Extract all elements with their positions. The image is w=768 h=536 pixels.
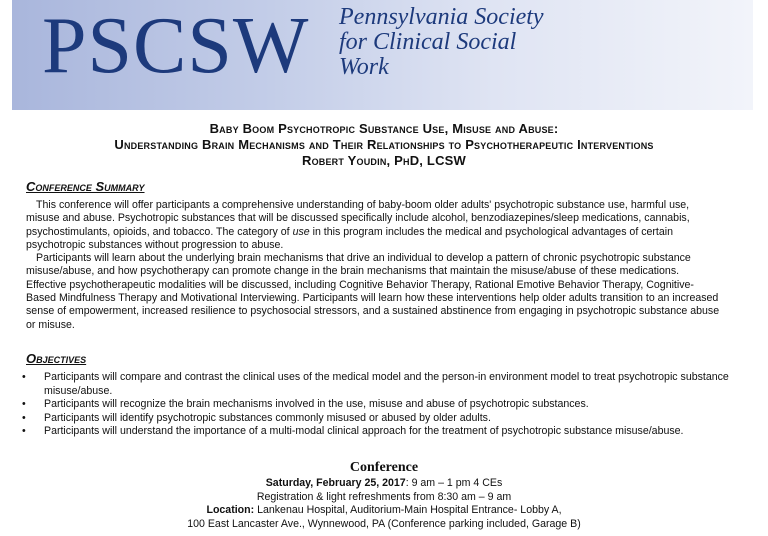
objective-item: • Participants will compare and contrast the clinical uses of the medical model and the person-in environment model to treat psychotropic substance misuse/abuse. — [22, 371, 729, 397]
objective-item: • Participants will understand the importance of a multi-modal clinical approach for the treatment of psychotropic substance misuse/abuse. — [22, 425, 684, 437]
conference-date: Saturday, February 25, 2017 — [265, 477, 406, 489]
location-label: Location: — [206, 504, 255, 517]
summary-text — [26, 199, 721, 332]
society-name — [339, 5, 544, 80]
objectives-list — [22, 371, 752, 439]
summary-paragraph-2: Participants will learn about the underlying brain mechanisms that drive an individual to develop a pattern of chronic psychotropic substance misuse/abuse, and how psychotherapy can promote change in the brain mechanisms that maintain the misuse/abuse of these medications. Effective psychotherapeutic modalities will be discussed, including Cognitive Behavior Therapy, Rational Emotive Behavior Therapy, Cognitive-Based Mindfulness Therapy and Motivational Interviewing. Participants will learn how these interventions help older adults transition to an increased sense of empowerment, increased resilience to psychosocial stressors, and a sustained abstinence from engaging in psychotropic substance abuse or misuse. — [26, 252, 720, 331]
conference-heading: Conference — [349, 460, 419, 475]
presenter: Robert Youdin, PhD, LCSW — [301, 153, 466, 168]
conference-time: : 9 am – 1 pm 4 CEs — [405, 477, 503, 489]
conference-title-block — [0, 121, 768, 169]
society-name-line-2: for Clinical Social — [339, 29, 517, 55]
summary-paragraph-1: This conference will offer participants a comprehensive understanding of baby-boom older adults' psychotropic substance use, harmful use, misuse and abuse. Psychotropic substances that will be discussed specifically include alcohol, benzodiazepines/sleep medications, cannabis, psychostimulants, opioids, and tobacco. The category of use in this program includes the medical and psychological advantages of certain psychotropic substances without progression to abuse. — [26, 199, 690, 251]
conference-details — [0, 477, 768, 531]
bullet-icon: • — [22, 398, 26, 410]
objectives-heading: Objectives — [26, 351, 87, 366]
summary-heading: Conference Summary — [26, 179, 145, 194]
bullet-icon: • — [22, 425, 26, 437]
registration-line: Registration & light refreshments from 8:30 am – 9 am — [256, 490, 512, 503]
conference-date-line — [0, 477, 768, 491]
bullet-icon: • — [22, 411, 26, 424]
title-line-1: Baby Boom Psychotropic Substance Use, Misuse and Abuse: — [209, 121, 559, 136]
location-line — [0, 504, 768, 518]
address-line: 100 East Lancaster Ave., Wynnewood, PA (Conference parking included, Garage B) — [187, 517, 581, 530]
location-text: Lankenau Hospital, Auditorium-Main Hospital Entrance- Lobby A, — [254, 504, 562, 517]
society-name-line-3: Work — [339, 54, 389, 80]
objective-item: • Participants will recognize the brain mechanisms involved in the use, misuse and abuse of psychotropic substances. — [22, 398, 589, 410]
objective-item: • Participants will identify psychotropic substances commonly misused or abused by older adults. — [22, 411, 491, 424]
title-line-2: Understanding Brain Mechanisms and Their Relationships to Psychotherapeutic Interventions — [114, 137, 654, 152]
pscsw-logo: PSCSW — [42, 2, 310, 90]
bullet-icon: • — [22, 371, 26, 383]
society-name-line-1: Pennsylvania Society — [339, 4, 544, 30]
header-banner — [12, 0, 753, 110]
